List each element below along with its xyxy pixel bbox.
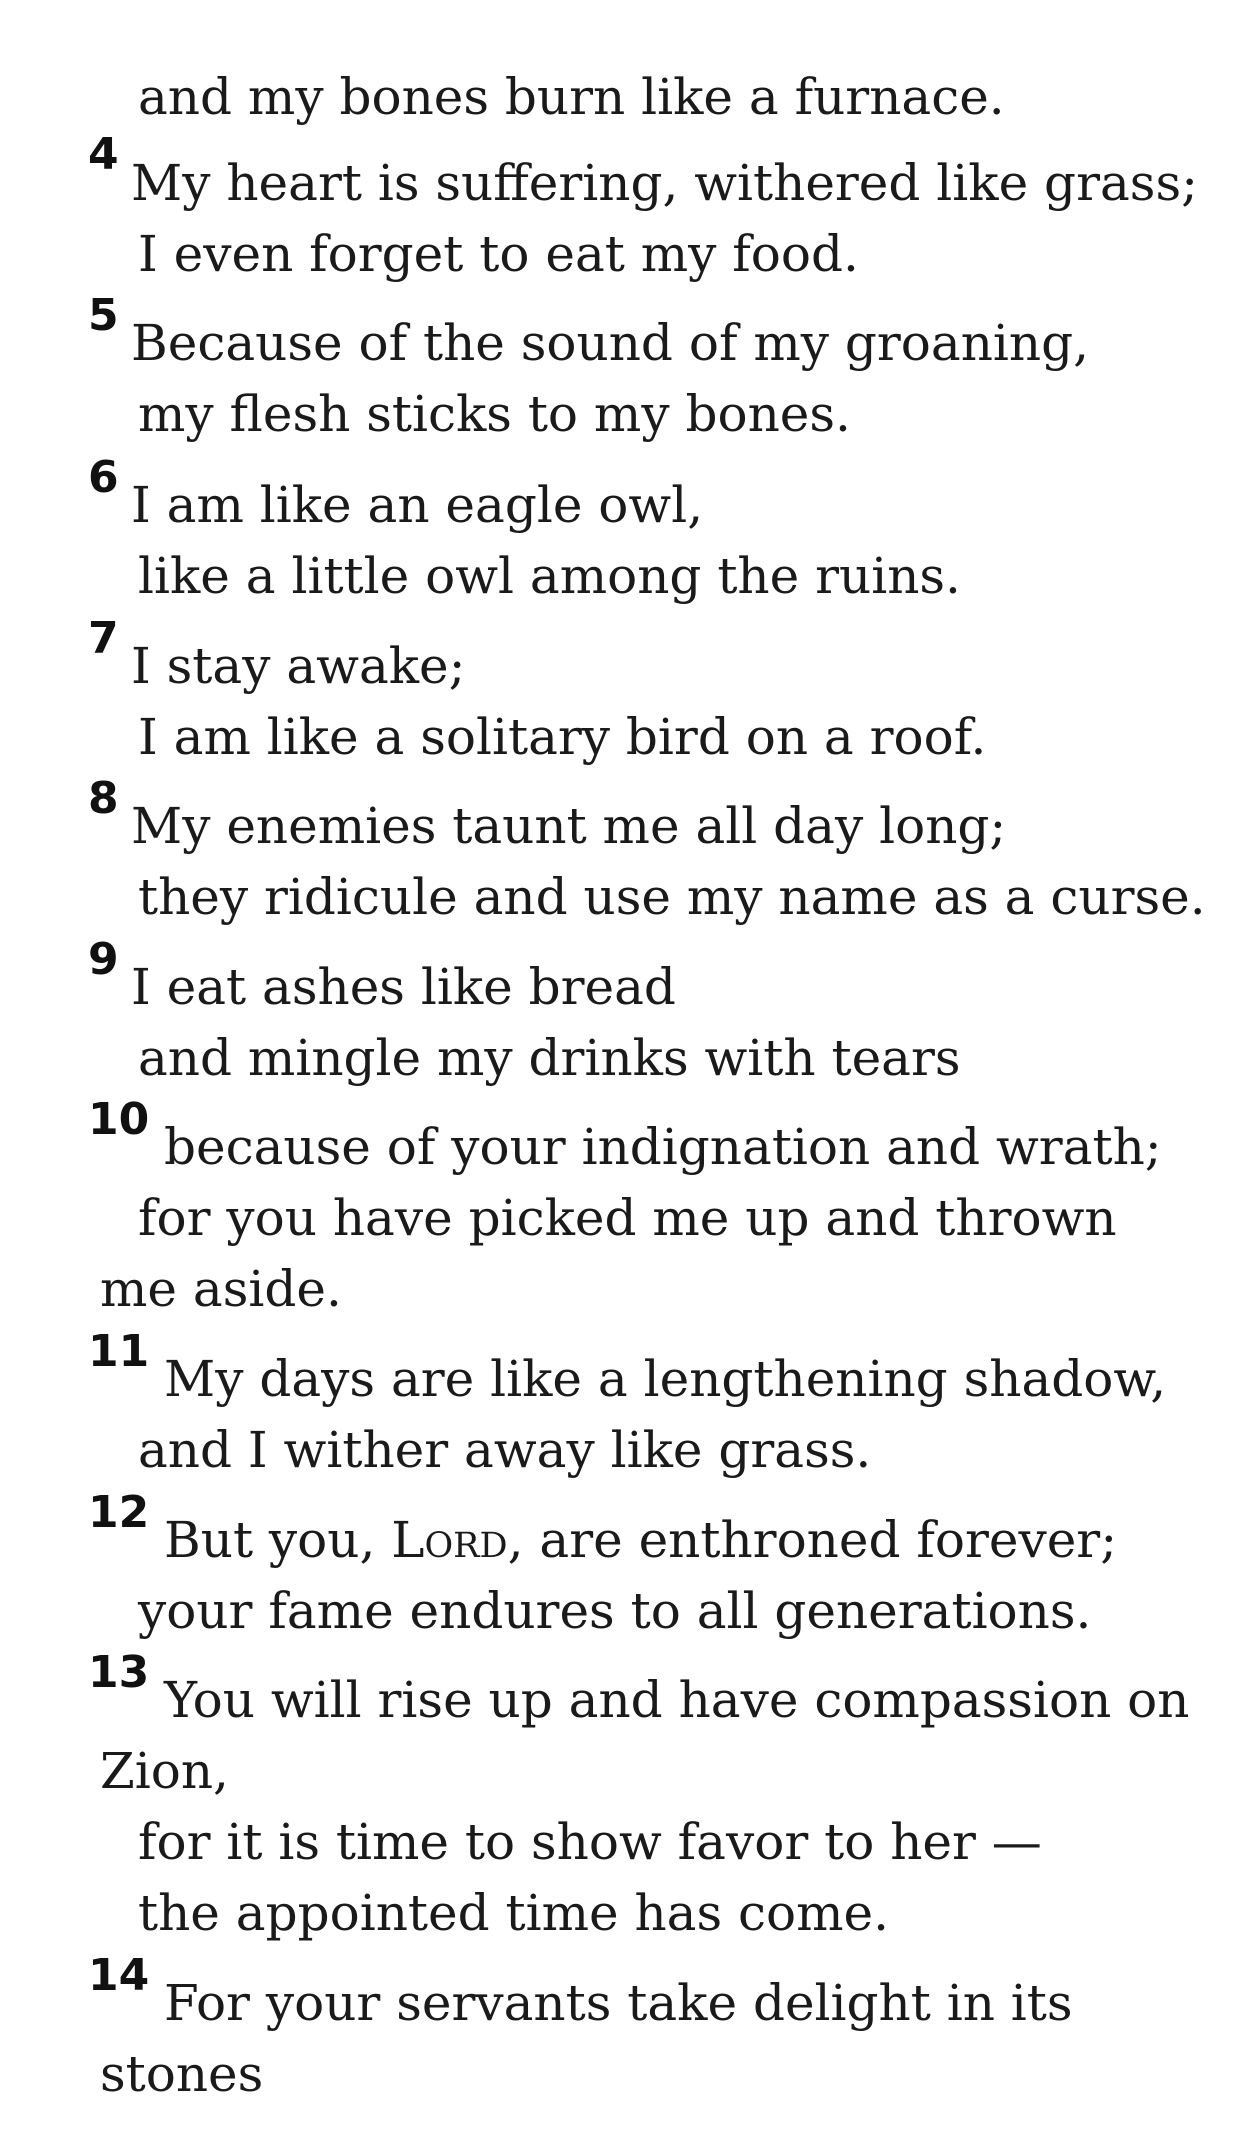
verse-number: 6 bbox=[88, 452, 119, 503]
verse-text: Because of the sound of my groaning, bbox=[131, 314, 1090, 372]
verse-text: My days are like a lengthening shadow, bbox=[164, 1350, 1167, 1408]
verse-text: I eat ashes like bread bbox=[131, 958, 676, 1016]
verse-text: me aside. bbox=[100, 1260, 342, 1318]
verse-text: and mingle my drinks with tears bbox=[138, 1029, 961, 1087]
verse-text: the appointed time has come. bbox=[138, 1884, 890, 1942]
verse-text-part: , are enthroned forever; bbox=[507, 1511, 1118, 1569]
verse-text bbox=[164, 1505, 1117, 1575]
verse-text: For your servants take delight in its bbox=[164, 1974, 1073, 2032]
verse-text: I stay awake; bbox=[131, 637, 466, 695]
verse-text: because of your indignation and wrath; bbox=[164, 1118, 1162, 1176]
verse-number: 8 bbox=[88, 773, 119, 824]
verse-number: 5 bbox=[88, 290, 119, 341]
verse-text: I am like an eagle owl, bbox=[131, 476, 704, 534]
verse-text: my flesh sticks to my bones. bbox=[138, 385, 851, 443]
verse-text: I even forget to eat my food. bbox=[138, 225, 859, 283]
verse-text: like a little owl among the ruins. bbox=[138, 547, 961, 605]
verse-text: for you have picked me up and thrown bbox=[138, 1189, 1117, 1247]
verse-text: My heart is suffering, withered like grass; bbox=[131, 154, 1198, 212]
verse-number: 7 bbox=[88, 613, 119, 664]
verse-number: 4 bbox=[88, 129, 119, 180]
verse-text: I am like a solitary bird on a roof. bbox=[138, 708, 987, 766]
verse-text: Zion, bbox=[100, 1742, 229, 1800]
verse-number: 11 bbox=[88, 1326, 150, 1377]
verse-text-part: But you, bbox=[164, 1511, 392, 1569]
verse-number: 13 bbox=[88, 1647, 150, 1698]
verse-text: and I wither away like grass. bbox=[138, 1421, 872, 1479]
verse-text: stones bbox=[100, 2045, 264, 2103]
verse-text: for it is time to show favor to her — bbox=[138, 1813, 1042, 1871]
verse-number: 10 bbox=[88, 1094, 150, 1145]
verse-text: and my bones burn like a furnace. bbox=[138, 68, 1005, 126]
divine-name-smallcaps: Lord bbox=[391, 1511, 508, 1569]
verse-number: 14 bbox=[88, 1950, 150, 2001]
verse-text: they ridicule and use my name as a curse. bbox=[138, 868, 1206, 926]
verse-number: 12 bbox=[88, 1487, 150, 1538]
verse-text: My enemies taunt me all day long; bbox=[131, 797, 1007, 855]
verse-number: 9 bbox=[88, 934, 119, 985]
verse-text: your fame endures to all generations. bbox=[138, 1582, 1092, 1640]
verse-text: You will rise up and have compassion on bbox=[164, 1671, 1190, 1729]
